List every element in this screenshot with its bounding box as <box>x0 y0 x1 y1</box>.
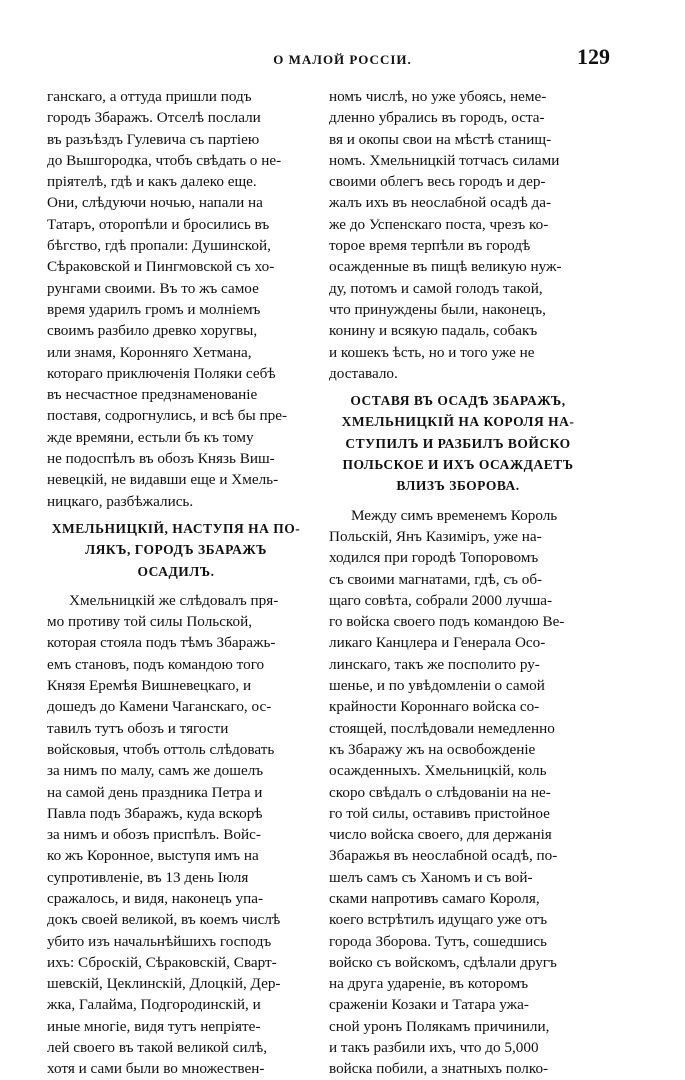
text-line: къ Збаражу жъ на освобожденіе <box>329 740 536 758</box>
text-line: номъ. Хмельницкій тотчасъ силами <box>329 151 560 169</box>
text-line: ОСТАВЯ ВЪ ОСАДѢ ЗБАРАЖЪ, <box>350 393 566 409</box>
text-line: сражалось, и видя, наконецъ упа- <box>47 889 264 907</box>
text-line: ЛЯКЪ, ГОРОДЪ ЗБАРАЖЪ <box>85 542 267 558</box>
text-line: сками напротивъ самаго Короля, <box>329 889 540 907</box>
text-line: СТУПИЛЪ И РАЗБИЛЪ ВОЙСКО <box>345 435 571 451</box>
text-line: городъ Збаражъ. Отселѣ послали <box>47 109 261 127</box>
text-line: Между симъ временемъ Король <box>351 506 558 524</box>
text-line: ду, потомъ и самой голодъ такой, <box>329 279 543 297</box>
text-line: войска побили, а знатныхъ полко- <box>329 1060 549 1078</box>
text-line: не подоспѣлъ въ обозъ Князь Виш- <box>47 450 275 468</box>
text-line: ПОЛЬСКОЕ И ИХЪ ОСАЖДАЕТЪ <box>342 457 574 473</box>
text-line: шевскій, Цеклинскій, Длоцкій, Дер- <box>47 975 281 993</box>
text-line: Они, слѣдуючи ночью, напали на <box>47 194 263 212</box>
text-line: съ своими магнатами, гдѣ, съ об- <box>329 570 543 588</box>
text-line: на друга удареніе, въ которомъ <box>329 975 529 993</box>
text-line: на самой день праздника Петра и <box>47 783 263 801</box>
text-line: докъ своей великой, въ коемъ числѣ <box>47 911 281 929</box>
text-line: мо противу той силы Польской, <box>47 613 253 631</box>
text-line: конину и всякую падаль, собакъ <box>329 322 538 340</box>
text-line: вя и окопы свои на мѣстѣ станищ- <box>329 130 552 148</box>
text-line: число войска своего, для держанія <box>329 826 552 844</box>
text-line: войсковыя, чтобъ оттоль слѣдовать <box>47 740 275 758</box>
text-line: своимъ разбило древко хоругвы, <box>47 322 258 340</box>
text-line: шелъ самъ съ Ханомъ и съ вой- <box>329 868 533 886</box>
text-line: пріятелѣ, гдѣ и какъ далеко еще. <box>47 173 257 191</box>
text-line: ХМЕЛЬНИЦКІЙ НА КОРОЛЯ НА- <box>341 414 575 430</box>
text-line: лей своего въ такой великой силѣ, <box>47 1039 268 1057</box>
text-line: крайности Короннаго войска со- <box>329 698 540 716</box>
text-line: щаго совѣта, собрали 2000 лучша- <box>329 591 553 609</box>
text-line: емъ становъ, подъ командою того <box>47 655 265 673</box>
text-line: Татаръ, оторопѣли и бросились въ <box>47 215 270 233</box>
text-line: линскаго, такъ же посполито ру- <box>329 655 540 673</box>
text-line: что принуждены были, наконецъ, <box>329 300 546 318</box>
text-line: города Зборова. Тутъ, сошедшись <box>329 932 547 950</box>
text-line: за нимъ по малу, самъ же дошелъ <box>47 762 264 780</box>
text-line: доставало. <box>329 364 398 382</box>
running-title: О МАЛОЙ РОССІИ. <box>273 52 412 67</box>
text-line: шенье, и по увѣдомленіи о самой <box>329 677 545 695</box>
text-line: жалъ ихъ въ неослабной осадѣ да- <box>329 194 552 212</box>
text-line: Хмельницкій же слѣдовалъ пря- <box>69 591 279 609</box>
text-line: скоро свѣдалъ о слѣдованіи на не- <box>329 783 551 801</box>
text-line: жка, Галайма, Подгородинскій, и <box>47 996 261 1014</box>
text-line: ницкаго, разбѣжались. <box>47 492 194 510</box>
text-line: иные многіе, видя тутъ непріяте- <box>47 1017 261 1035</box>
text-line: торое время терпѣли въ городѣ <box>329 237 531 255</box>
text-line: поставя, содрогнулись, и всѣ бы пре- <box>47 407 288 425</box>
left-column <box>47 86 305 1080</box>
text-line: ликаго Канцлера и Генерала Осо- <box>329 634 546 652</box>
text-line: невецкій, не видавши еще и Хмель- <box>47 471 279 489</box>
text-line: тавилъ тутъ обозъ и тягости <box>47 719 229 737</box>
text-line: или знамя, Коронняго Хетмана, <box>47 343 252 361</box>
page-number: 129 <box>577 44 610 69</box>
text-line: которая стояла подъ тѣмъ Збаражь- <box>47 634 276 652</box>
text-line: го той силы, оставивъ пристойное <box>329 804 550 822</box>
text-line: рунгами своими. Въ то жъ самое <box>47 279 259 297</box>
paragraph-continued <box>47 86 305 512</box>
text-line: стоящей, послѣдовали немедленно <box>329 719 555 737</box>
section-heading-khmelnitsky-siege <box>47 518 305 582</box>
text-line: въ несчастное предзнаменованіе <box>47 386 258 404</box>
text-line: за нимъ и обозъ приспѣлъ. Войс- <box>47 826 261 844</box>
text-line: жде времяни, естьли бъ къ тому <box>47 428 254 446</box>
text-line: своими облегъ весь городъ и дер- <box>329 173 546 191</box>
text-line: супротивленіе, въ 13 день Іюля <box>47 868 249 886</box>
text-line: осажденныхъ. Хмельницкій, коль <box>329 762 547 780</box>
text-line: въ разъѣздъ Гулевича съ партіею <box>47 130 260 148</box>
paragraph-king-casimir <box>329 505 587 1080</box>
text-line: ко жъ Коронное, выступя имъ на <box>47 847 259 865</box>
text-line: ходился при городѣ Топоровомъ <box>329 549 539 567</box>
text-line: и такъ разбили ихъ, что до 5,000 <box>329 1039 539 1057</box>
section-heading-zborov <box>329 390 587 496</box>
right-column <box>329 86 587 1080</box>
text-line: коего встрѣтилъ идущаго уже отъ <box>329 911 548 929</box>
text-line: ганскаго, а оттуда пришли подъ <box>47 88 252 105</box>
text-line: ОСАДИЛЪ. <box>137 563 215 579</box>
text-line: же до Успенскаго поста, чрезъ ко- <box>329 215 549 233</box>
text-line: Польскій, Янъ Казиміръ, уже на- <box>329 527 542 545</box>
paragraph-khmelnitsky-advance <box>47 590 305 1080</box>
text-line: сной уронъ Полякамъ причинили, <box>329 1017 550 1035</box>
text-line: котораго приключенія Поляки себѣ <box>47 364 276 382</box>
text-line: сраженіи Козаки и Татара ужа- <box>329 996 529 1014</box>
text-line: войско съ войскомъ, сдѣлали другъ <box>329 953 557 971</box>
text-line: Павла подъ Збаражъ, куда вскорѣ <box>47 804 263 822</box>
paragraph-siege-continued <box>329 86 587 384</box>
text-line: ХМЕЛЬНИЦКІЙ, НАСТУПЯ НА ПО- <box>51 520 301 536</box>
text-line: Сѣраковской и Пингмовской съ хо- <box>47 258 275 276</box>
text-line: го войска своего подъ командою Ве- <box>329 613 565 631</box>
text-line: дошедъ до Камени Чаганскаго, ос- <box>47 698 272 716</box>
text-line: бѣгство, гдѣ пропали: Душинской, <box>47 237 271 255</box>
text-line: ихъ: Сброскій, Сѣраковскій, Сварт- <box>47 953 277 971</box>
text-line: Князя Еремѣя Вишневецкаго, и <box>47 677 252 695</box>
text-line: осажденные въ пищѣ великую нуж- <box>329 258 562 276</box>
text-line: ВЛИЗЪ ЗБОРОВА. <box>396 478 520 494</box>
text-line: до Вышгородка, чтобъ свѣдать о не- <box>47 151 282 169</box>
text-line: убито изъ начальнѣйшихъ господъ <box>47 932 272 950</box>
text-line: хотя и сами были во множествен- <box>47 1060 265 1078</box>
text-line: время ударилъ громъ и молніемъ <box>47 300 261 318</box>
text-line: Збаражья въ неослабной осадѣ, по- <box>329 847 558 865</box>
text-line: номъ числѣ, но уже убоясь, неме- <box>329 88 547 105</box>
text-line: и кошекъ ѣсть, но и того уже не <box>329 343 535 361</box>
text-line: дленно убрались въ городъ, оста- <box>329 109 545 127</box>
